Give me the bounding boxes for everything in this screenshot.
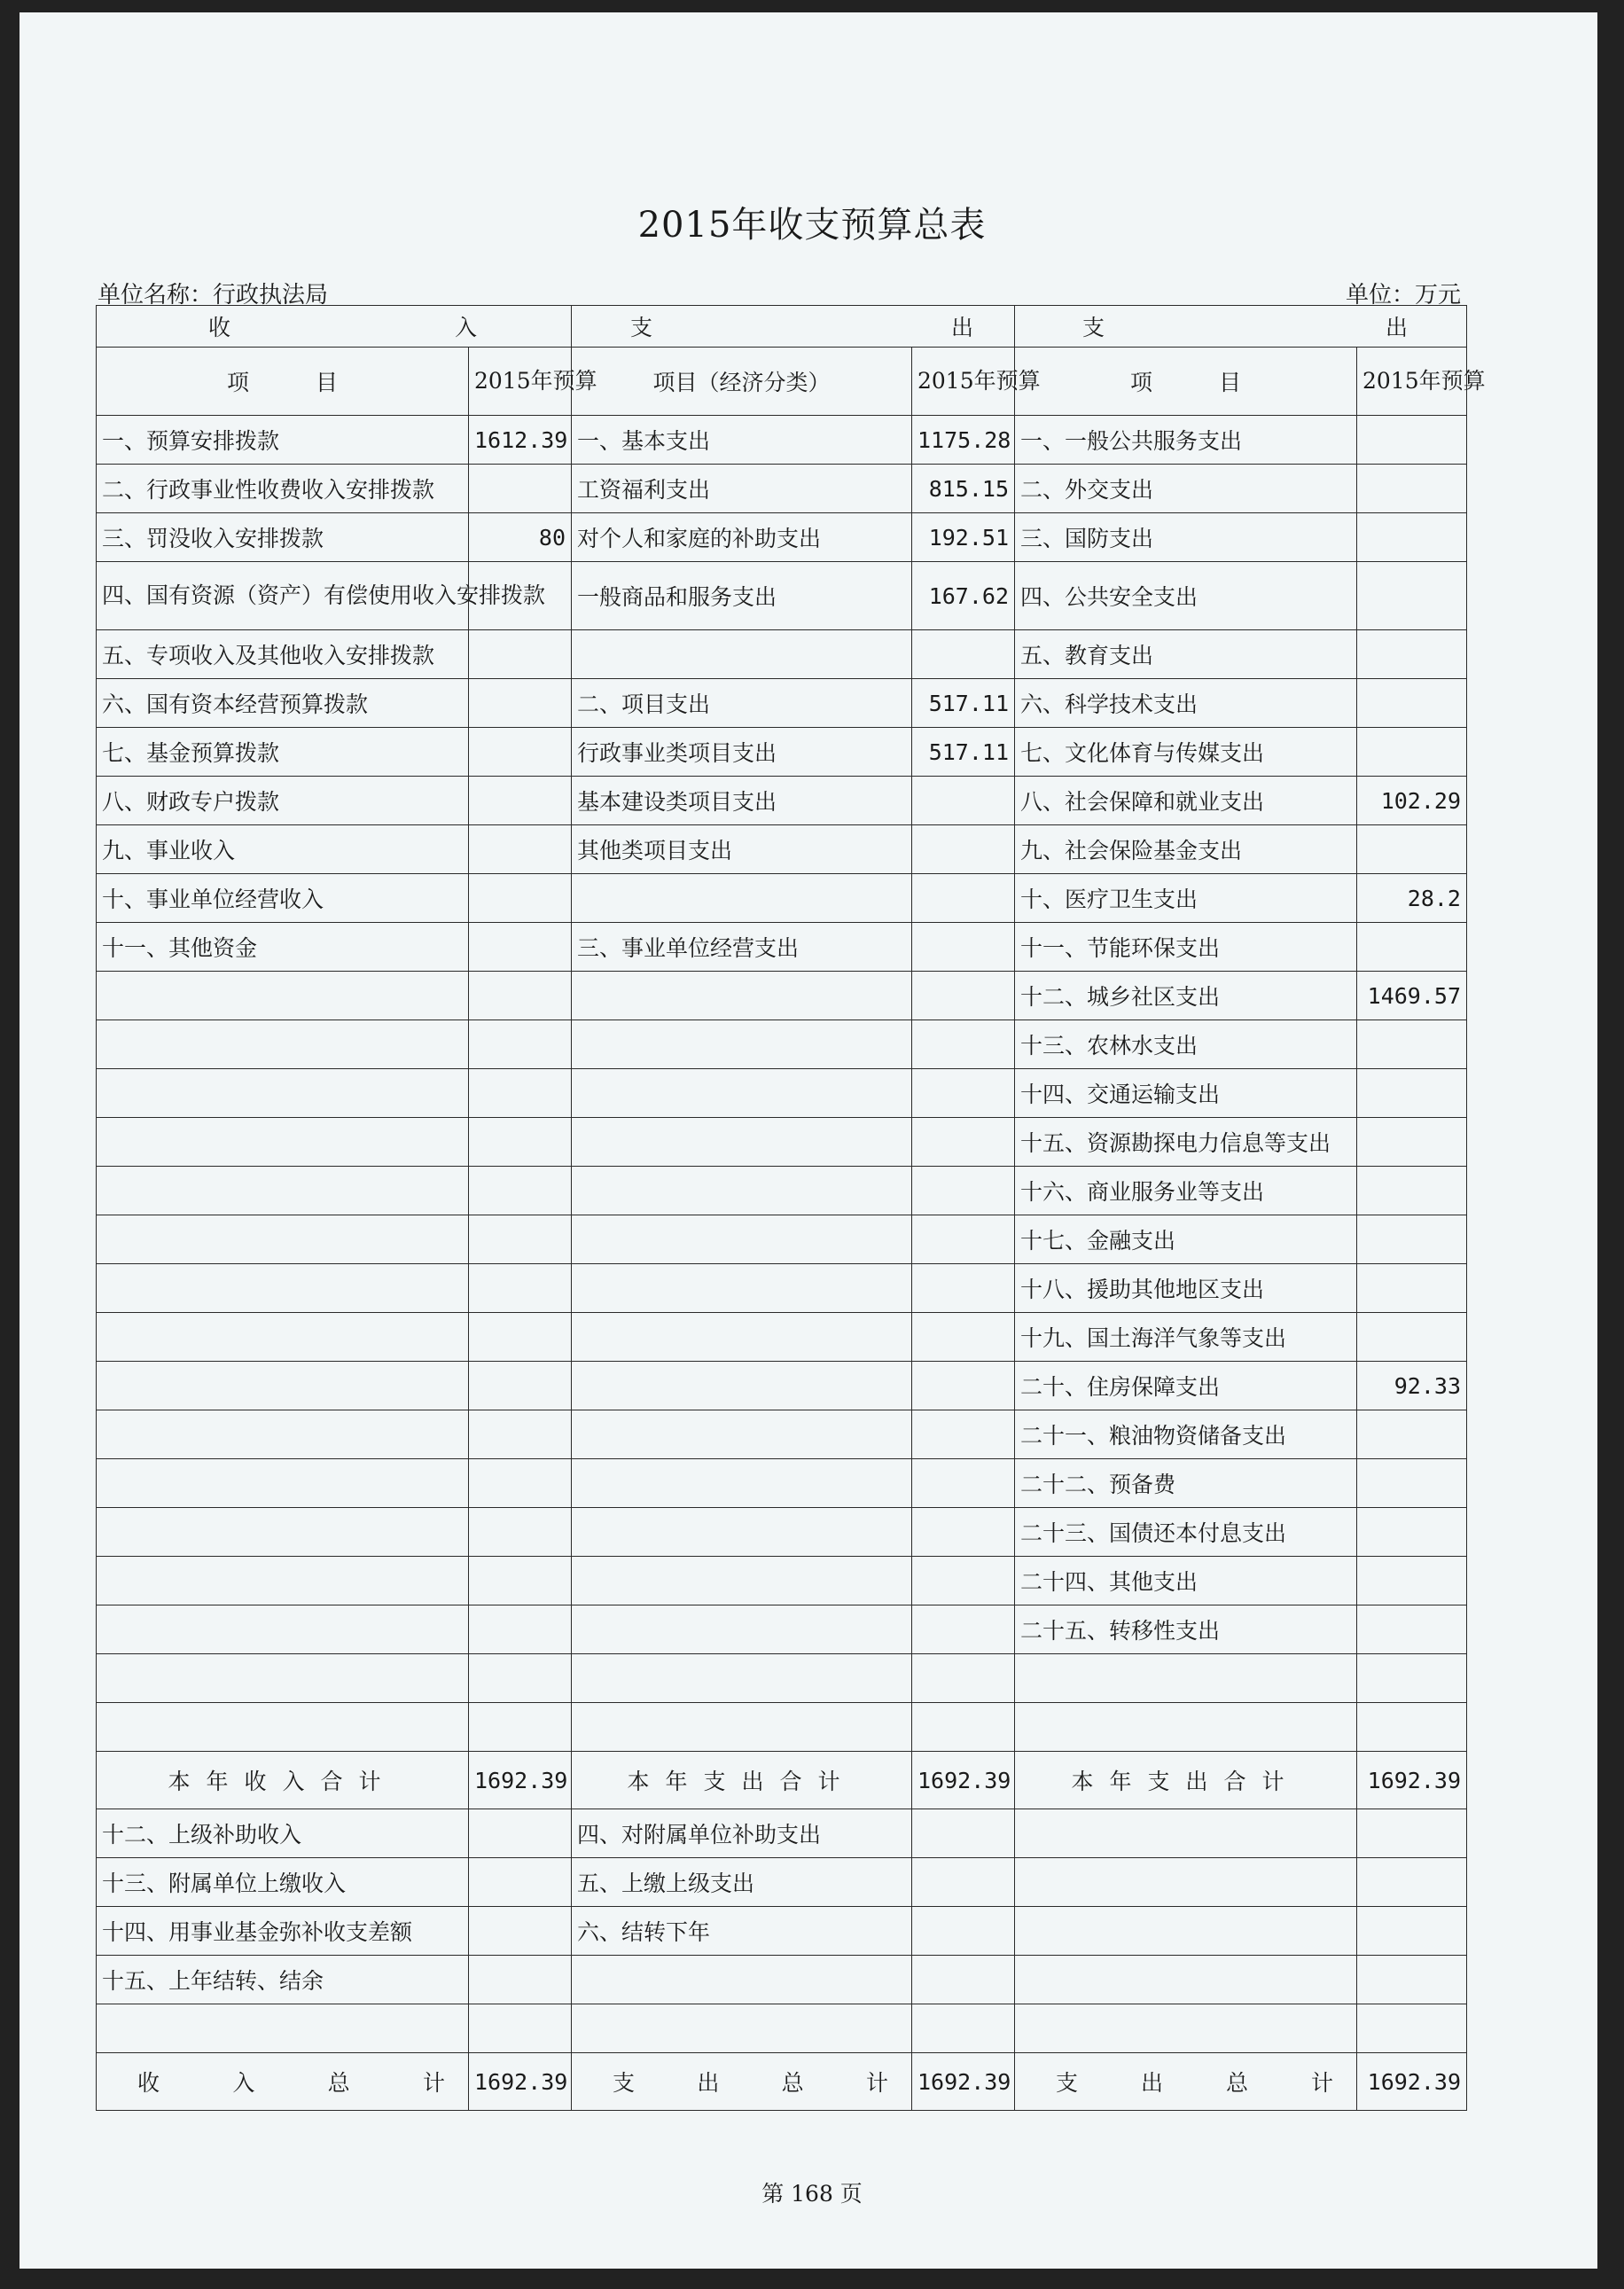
income-value-cell — [469, 1907, 572, 1956]
income-subtotal-label: 本年收入合计 — [97, 1752, 469, 1809]
expense-func-total-char-right: 计 — [1310, 2070, 1333, 2096]
expense-func-item-cell: 十、医疗卫生支出 — [1015, 874, 1357, 923]
income-item-cell: 十五、上年结转、结余 — [97, 1956, 469, 2004]
expense-func-total-value: 1692.39 — [1357, 2053, 1467, 2111]
expense-func-item-cell: 八、社会保障和就业支出 — [1015, 777, 1357, 825]
expense-econ-value-cell — [912, 1654, 1015, 1703]
expense-func-value-cell — [1357, 728, 1467, 777]
expense-func-value-cell: 102.29 — [1357, 777, 1467, 825]
table-row — [97, 1557, 1467, 1605]
column-header-row — [97, 348, 1467, 416]
expense-econ-value-cell: 1175.28 — [912, 416, 1015, 465]
expense-econ-item-cell — [572, 1605, 912, 1654]
income-value-cell — [469, 1410, 572, 1459]
income-total-label — [97, 2053, 469, 2111]
expense-econ-item-cell: 对个人和家庭的补助支出 — [572, 513, 912, 562]
income-item-cell — [97, 1410, 469, 1459]
expense-econ-value-cell — [912, 874, 1015, 923]
income-value-cell — [469, 972, 572, 1020]
expense-econ-item-cell — [572, 1313, 912, 1362]
income-item-cell — [97, 1362, 469, 1410]
expense-econ-item-cell — [572, 1020, 912, 1069]
income-total-value: 1692.39 — [469, 2053, 572, 2111]
page-number: 第 168 页 — [761, 2181, 863, 2207]
expense-func-value-cell: 92.33 — [1357, 1362, 1467, 1410]
expense-econ-value-cell — [912, 1020, 1015, 1069]
income-value-cell — [469, 1858, 572, 1907]
income-item-cell — [97, 1264, 469, 1313]
expense-func-item-cell: 十四、交通运输支出 — [1015, 1069, 1357, 1118]
expense-func-value-cell — [1357, 1313, 1467, 1362]
table-row — [97, 1654, 1467, 1703]
expense-econ-item-cell: 五、上缴上级支出 — [572, 1858, 912, 1907]
expense-func-item-cell: 二十一、粮油物资储备支出 — [1015, 1410, 1357, 1459]
table-row — [97, 1215, 1467, 1264]
table-row — [97, 923, 1467, 972]
income-value-cell — [469, 1264, 572, 1313]
income-value-cell: 1612.39 — [469, 416, 572, 465]
expense-func-subtotal-value: 1692.39 — [1357, 1752, 1467, 1809]
expense-func-value-cell — [1357, 1508, 1467, 1557]
table-row — [97, 1508, 1467, 1557]
expense-econ-value-cell — [912, 1508, 1015, 1557]
income-item-cell: 三、罚没收入安排拨款 — [97, 513, 469, 562]
income-value-cell — [469, 1703, 572, 1752]
table-row — [97, 1459, 1467, 1508]
income-item-cell — [97, 1118, 469, 1167]
expense-econ-value-cell — [912, 1069, 1015, 1118]
expense-func-item-cell: 二十四、其他支出 — [1015, 1557, 1357, 1605]
income-item-header: 项 目 — [97, 348, 469, 416]
income-item-cell — [97, 2004, 469, 2053]
income-item-cell: 九、事业收入 — [97, 825, 469, 874]
expense-econ-item-cell — [572, 1956, 912, 2004]
expense-func-value-cell — [1357, 1703, 1467, 1752]
income-value-cell — [469, 1508, 572, 1557]
expense-econ-value-cell: 167.62 — [912, 562, 1015, 630]
expense-func-value-cell — [1357, 1557, 1467, 1605]
expense-func-total-char-mid2: 总 — [1225, 2070, 1248, 2096]
page-title: 2015年收支预算总表 — [637, 205, 987, 246]
expense-econ-value-cell: 517.11 — [912, 728, 1015, 777]
income-item-cell — [97, 1459, 469, 1508]
income-item-cell: 十四、用事业基金弥补收支差额 — [97, 1907, 469, 1956]
expense-econ-value-cell — [912, 972, 1015, 1020]
income-value-cell — [469, 1167, 572, 1215]
expense-econ-item-cell — [572, 1654, 912, 1703]
unit-name-label: 单位名称：行政执法局 — [98, 282, 329, 309]
expense-func-item-cell: 十九、国土海洋气象等支出 — [1015, 1313, 1357, 1362]
table-row — [97, 679, 1467, 728]
expense-econ-total-char-mid2: 总 — [781, 2070, 804, 2096]
expense-econ-item-cell — [572, 1167, 912, 1215]
table-row — [97, 1703, 1467, 1752]
expense-func-item-cell: 十七、金融支出 — [1015, 1215, 1357, 1264]
income-value-cell — [469, 825, 572, 874]
expense-func-value-cell — [1357, 825, 1467, 874]
expense-func-total-char-mid1: 出 — [1140, 2070, 1163, 2096]
expense-func-header-right: 出 — [1385, 315, 1408, 340]
table-row — [97, 630, 1467, 679]
expense-func-value-cell — [1357, 1167, 1467, 1215]
expense-econ-total-char-right: 计 — [865, 2070, 888, 2096]
income-value-cell — [469, 1313, 572, 1362]
table-row — [97, 972, 1467, 1020]
expense-econ-item-cell — [572, 1118, 912, 1167]
income-value-cell — [469, 1459, 572, 1508]
expense-func-subtotal-label: 本年支出合计 — [1015, 1752, 1357, 1809]
expense-func-value-cell — [1357, 679, 1467, 728]
income-total-char-left: 收 — [137, 2070, 160, 2096]
expense-func-item-cell: 二十五、转移性支出 — [1015, 1605, 1357, 1654]
expense-func-value-cell — [1357, 1215, 1467, 1264]
expense-econ-value-cell — [912, 923, 1015, 972]
expense-econ-item-cell — [572, 874, 912, 923]
expense-func-section-header — [1015, 306, 1467, 348]
table-row — [97, 1410, 1467, 1459]
expense-func-item-cell: 二十、住房保障支出 — [1015, 1362, 1357, 1410]
expense-econ-value-cell — [912, 2004, 1015, 2053]
expense-func-item-cell: 十二、城乡社区支出 — [1015, 972, 1357, 1020]
table-row — [97, 1020, 1467, 1069]
expense-func-item-cell — [1015, 1809, 1357, 1858]
expense-econ-value-cell — [912, 1459, 1015, 1508]
expense-func-value-cell — [1357, 1264, 1467, 1313]
table-row — [97, 416, 1467, 465]
table-row — [97, 1264, 1467, 1313]
income-item-cell: 六、国有资本经营预算拨款 — [97, 679, 469, 728]
expense-econ-section-header — [572, 306, 1015, 348]
expense-func-value-cell — [1357, 1809, 1467, 1858]
income-item-cell — [97, 1020, 469, 1069]
expense-func-item-cell — [1015, 1703, 1357, 1752]
expense-econ-value-cell: 815.15 — [912, 465, 1015, 513]
income-header-left: 收 — [208, 315, 231, 340]
expense-econ-value-cell — [912, 1167, 1015, 1215]
expense-econ-item-cell — [572, 1069, 912, 1118]
income-total-char-mid1: 入 — [232, 2070, 255, 2096]
expense-econ-item-cell — [572, 630, 912, 679]
expense-func-value-cell — [1357, 1605, 1467, 1654]
income-value-cell — [469, 1557, 572, 1605]
income-header-right: 入 — [454, 315, 477, 340]
expense-econ-item-cell: 其他类项目支出 — [572, 825, 912, 874]
expense-func-value-cell — [1357, 1118, 1467, 1167]
income-value-cell — [469, 923, 572, 972]
expense-func-item-cell: 十六、商业服务业等支出 — [1015, 1167, 1357, 1215]
expense-econ-item-cell — [572, 1557, 912, 1605]
expense-econ-value-cell — [912, 630, 1015, 679]
expense-func-item-cell — [1015, 2004, 1357, 2053]
expense-econ-total-label — [572, 2053, 912, 2111]
expense-econ-value-cell — [912, 1215, 1015, 1264]
income-value-cell — [469, 777, 572, 825]
expense-econ-item-cell: 基本建设类项目支出 — [572, 777, 912, 825]
income-item-cell: 十二、上级补助收入 — [97, 1809, 469, 1858]
expense-econ-subtotal-value: 1692.39 — [912, 1752, 1015, 1809]
income-item-cell: 十一、其他资金 — [97, 923, 469, 972]
expense-func-value-cell: 28.2 — [1357, 874, 1467, 923]
section-header-row — [97, 306, 1467, 348]
expense-func-item-header: 项 目 — [1015, 348, 1357, 416]
expense-econ-item-cell: 行政事业类项目支出 — [572, 728, 912, 777]
budget-summary-table — [96, 305, 1486, 2111]
expense-func-total-char-left: 支 — [1056, 2070, 1079, 2096]
expense-func-item-cell — [1015, 1858, 1357, 1907]
expense-econ-value-cell — [912, 1858, 1015, 1907]
income-value-cell — [469, 1069, 572, 1118]
grand-total-row — [97, 2053, 1467, 2111]
income-value-cell — [469, 1215, 572, 1264]
expense-econ-item-cell — [572, 1215, 912, 1264]
table-row — [97, 1118, 1467, 1167]
expense-econ-item-cell — [572, 1410, 912, 1459]
income-value-cell — [469, 679, 572, 728]
expense-func-item-cell: 二、外交支出 — [1015, 465, 1357, 513]
expense-func-value-cell — [1357, 1069, 1467, 1118]
expense-func-budget-header: 2015年预算 — [1357, 348, 1467, 416]
expense-econ-item-cell — [572, 1264, 912, 1313]
income-value-cell — [469, 1809, 572, 1858]
expense-econ-value-cell — [912, 825, 1015, 874]
expense-func-item-cell: 一、一般公共服务支出 — [1015, 416, 1357, 465]
income-item-cell: 十、事业单位经营收入 — [97, 874, 469, 923]
table-row — [97, 777, 1467, 825]
income-item-cell — [97, 1215, 469, 1264]
expense-econ-item-cell — [572, 1459, 912, 1508]
expense-func-value-cell — [1357, 1907, 1467, 1956]
expense-func-item-cell — [1015, 1654, 1357, 1703]
expense-func-value-cell: 1469.57 — [1357, 972, 1467, 1020]
income-item-cell — [97, 1167, 469, 1215]
expense-func-item-cell — [1015, 1956, 1357, 2004]
expense-econ-item-header: 项目（经济分类） — [572, 348, 912, 416]
expense-econ-value-cell — [912, 1118, 1015, 1167]
currency-unit-label: 单位：万元 — [1345, 282, 1461, 309]
expense-econ-item-cell — [572, 1508, 912, 1557]
income-item-cell — [97, 972, 469, 1020]
expense-func-value-cell — [1357, 1956, 1467, 2004]
expense-econ-value-cell — [912, 1809, 1015, 1858]
expense-func-item-cell: 十八、援助其他地区支出 — [1015, 1264, 1357, 1313]
expense-func-item-cell — [1015, 1907, 1357, 1956]
expense-econ-item-cell: 一、基本支出 — [572, 416, 912, 465]
expense-econ-value-cell — [912, 1410, 1015, 1459]
income-item-cell: 四、国有资源（资产）有偿使用收入安排拨款 — [97, 562, 469, 630]
expense-func-item-cell: 五、教育支出 — [1015, 630, 1357, 679]
income-item-cell: 一、预算安排拨款 — [97, 416, 469, 465]
income-item-cell — [97, 1605, 469, 1654]
income-value-cell — [469, 1654, 572, 1703]
table-row — [97, 562, 1467, 630]
table-row — [97, 1362, 1467, 1410]
income-item-cell: 二、行政事业性收费收入安排拨款 — [97, 465, 469, 513]
expense-econ-value-cell — [912, 777, 1015, 825]
expense-econ-header-right: 出 — [950, 315, 973, 340]
income-value-cell — [469, 1118, 572, 1167]
expense-func-value-cell — [1357, 923, 1467, 972]
income-item-cell: 七、基金预算拨款 — [97, 728, 469, 777]
expense-econ-value-cell — [912, 1313, 1015, 1362]
expense-func-item-cell: 九、社会保险基金支出 — [1015, 825, 1357, 874]
income-value-cell — [469, 1956, 572, 2004]
expense-func-item-cell: 二十三、国债还本付息支出 — [1015, 1508, 1357, 1557]
income-total-char-mid2: 总 — [327, 2070, 350, 2096]
income-value-cell — [469, 465, 572, 513]
expense-func-item-cell: 十五、资源勘探电力信息等支出 — [1015, 1118, 1357, 1167]
income-value-cell — [469, 1362, 572, 1410]
expense-econ-item-cell: 一般商品和服务支出 — [572, 562, 912, 630]
income-item-cell — [97, 1069, 469, 1118]
income-item-cell — [97, 1313, 469, 1362]
expense-func-value-cell — [1357, 1410, 1467, 1459]
expense-func-item-cell: 三、国防支出 — [1015, 513, 1357, 562]
expense-econ-total-char-mid1: 出 — [697, 2070, 720, 2096]
table-row — [97, 465, 1467, 513]
table-row — [97, 1809, 1467, 1858]
expense-func-value-cell — [1357, 1858, 1467, 1907]
table-row — [97, 1069, 1467, 1118]
expense-econ-item-cell: 工资福利支出 — [572, 465, 912, 513]
income-item-cell — [97, 1557, 469, 1605]
expense-econ-value-cell — [912, 1362, 1015, 1410]
expense-func-item-cell: 二十二、预备费 — [1015, 1459, 1357, 1508]
expense-func-value-cell — [1357, 416, 1467, 465]
income-value-cell — [469, 1605, 572, 1654]
income-value-cell — [469, 874, 572, 923]
expense-econ-value-cell — [912, 1907, 1015, 1956]
expense-func-item-cell: 十三、农林水支出 — [1015, 1020, 1357, 1069]
income-value-cell — [469, 1020, 572, 1069]
income-value-cell — [469, 630, 572, 679]
income-item-cell — [97, 1703, 469, 1752]
expense-func-value-cell — [1357, 630, 1467, 679]
expense-econ-budget-header: 2015年预算 — [912, 348, 1015, 416]
table-row — [97, 874, 1467, 923]
expense-econ-item-cell — [572, 1362, 912, 1410]
expense-func-item-cell: 十一、节能环保支出 — [1015, 923, 1357, 972]
expense-func-value-cell — [1357, 1020, 1467, 1069]
income-value-cell — [469, 728, 572, 777]
income-section-header — [97, 306, 572, 348]
income-subtotal-value: 1692.39 — [469, 1752, 572, 1809]
expense-econ-item-cell: 三、事业单位经营支出 — [572, 923, 912, 972]
table-row — [97, 1956, 1467, 2004]
expense-econ-value-cell — [912, 1605, 1015, 1654]
expense-econ-total-char-left: 支 — [613, 2070, 636, 2096]
expense-econ-item-cell: 四、对附属单位补助支出 — [572, 1809, 912, 1858]
expense-econ-value-cell: 192.51 — [912, 513, 1015, 562]
expense-econ-total-value: 1692.39 — [912, 2053, 1015, 2111]
income-total-char-right: 计 — [422, 2070, 445, 2096]
expense-econ-item-cell: 六、结转下年 — [572, 1907, 912, 1956]
expense-func-value-cell — [1357, 465, 1467, 513]
expense-econ-item-cell: 二、项目支出 — [572, 679, 912, 728]
table-row — [97, 728, 1467, 777]
income-item-cell: 五、专项收入及其他收入安排拨款 — [97, 630, 469, 679]
table-row — [97, 1907, 1467, 1956]
expense-func-item-cell: 六、科学技术支出 — [1015, 679, 1357, 728]
expense-econ-value-cell — [912, 1956, 1015, 2004]
expense-econ-value-cell — [912, 1703, 1015, 1752]
expense-econ-value-cell — [912, 1557, 1015, 1605]
income-item-cell: 八、财政专户拨款 — [97, 777, 469, 825]
income-budget-header: 2015年预算 — [469, 348, 572, 416]
expense-func-value-cell — [1357, 1459, 1467, 1508]
expense-econ-subtotal-label: 本年支出合计 — [572, 1752, 912, 1809]
subtotal-row — [97, 1752, 1467, 1809]
income-item-cell — [97, 1654, 469, 1703]
expense-econ-item-cell — [572, 1703, 912, 1752]
expense-econ-value-cell — [912, 1264, 1015, 1313]
expense-func-value-cell — [1357, 562, 1467, 630]
expense-func-value-cell — [1357, 2004, 1467, 2053]
table-row — [97, 1858, 1467, 1907]
income-value-cell — [469, 2004, 572, 2053]
expense-func-header-left: 支 — [1082, 315, 1105, 340]
expense-func-total-label — [1015, 2053, 1357, 2111]
expense-econ-value-cell: 517.11 — [912, 679, 1015, 728]
income-item-cell — [97, 1508, 469, 1557]
expense-func-value-cell — [1357, 513, 1467, 562]
table-row — [97, 2004, 1467, 2053]
expense-econ-item-cell — [572, 2004, 912, 2053]
income-item-cell: 十三、附属单位上缴收入 — [97, 1858, 469, 1907]
expense-func-item-cell: 七、文化体育与传媒支出 — [1015, 728, 1357, 777]
table-row — [97, 1167, 1467, 1215]
expense-econ-header-left: 支 — [630, 315, 653, 340]
table-row — [97, 1605, 1467, 1654]
expense-func-item-cell: 四、公共安全支出 — [1015, 562, 1357, 630]
table-row — [97, 825, 1467, 874]
expense-func-value-cell — [1357, 1654, 1467, 1703]
table-row — [97, 1313, 1467, 1362]
expense-econ-item-cell — [572, 972, 912, 1020]
income-value-cell: 80 — [469, 513, 572, 562]
table-row — [97, 513, 1467, 562]
